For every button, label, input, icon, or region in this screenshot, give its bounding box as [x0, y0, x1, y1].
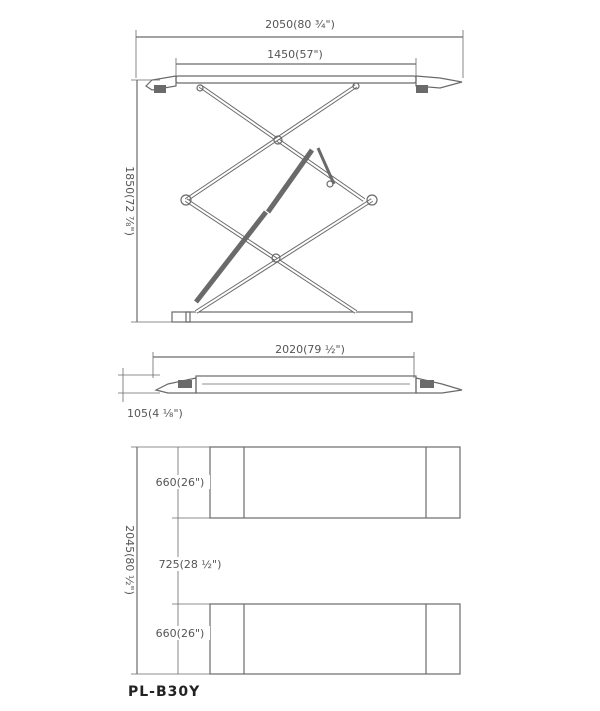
overall-length-label: 2050(80 ³⁄₄"): [265, 18, 335, 31]
ramp-left-hinge: [154, 85, 166, 93]
hydraulic-rod-upper: [318, 148, 334, 184]
platform-top-view-2: [210, 604, 460, 674]
ramp-right-hinge: [416, 85, 428, 93]
base-frame: [186, 312, 412, 322]
lowered-body: [196, 376, 416, 393]
platform-top-view-1: [210, 447, 460, 518]
base-foot: [172, 312, 190, 322]
lowered-height-label: 105(4 ¹⁄₈"): [127, 407, 183, 420]
total-span-label: 2045(80 ½"): [123, 525, 136, 595]
pivot-pin-cylinder: [327, 181, 333, 187]
raised-height-label: 1850(72 ⁷⁄₈"): [123, 166, 136, 236]
hydraulic-cylinder-upper: [268, 150, 312, 212]
lowered-ramp-right-hinge: [420, 380, 434, 388]
model-label: PL-B30Y: [128, 684, 201, 700]
platform-length-label: 1450(57"): [267, 48, 323, 61]
platform-width-bottom-label: 660(26"): [155, 627, 205, 640]
platform-top: [176, 76, 416, 83]
base-length-label: 2020(79 ½"): [275, 343, 345, 356]
platform-width-top-label: 660(26"): [155, 476, 205, 489]
gap-label: 725(28 ½"): [158, 558, 222, 571]
lowered-ramp-left-hinge: [178, 380, 192, 388]
side-view-lowered: [118, 352, 462, 402]
side-view-raised: [131, 30, 463, 322]
